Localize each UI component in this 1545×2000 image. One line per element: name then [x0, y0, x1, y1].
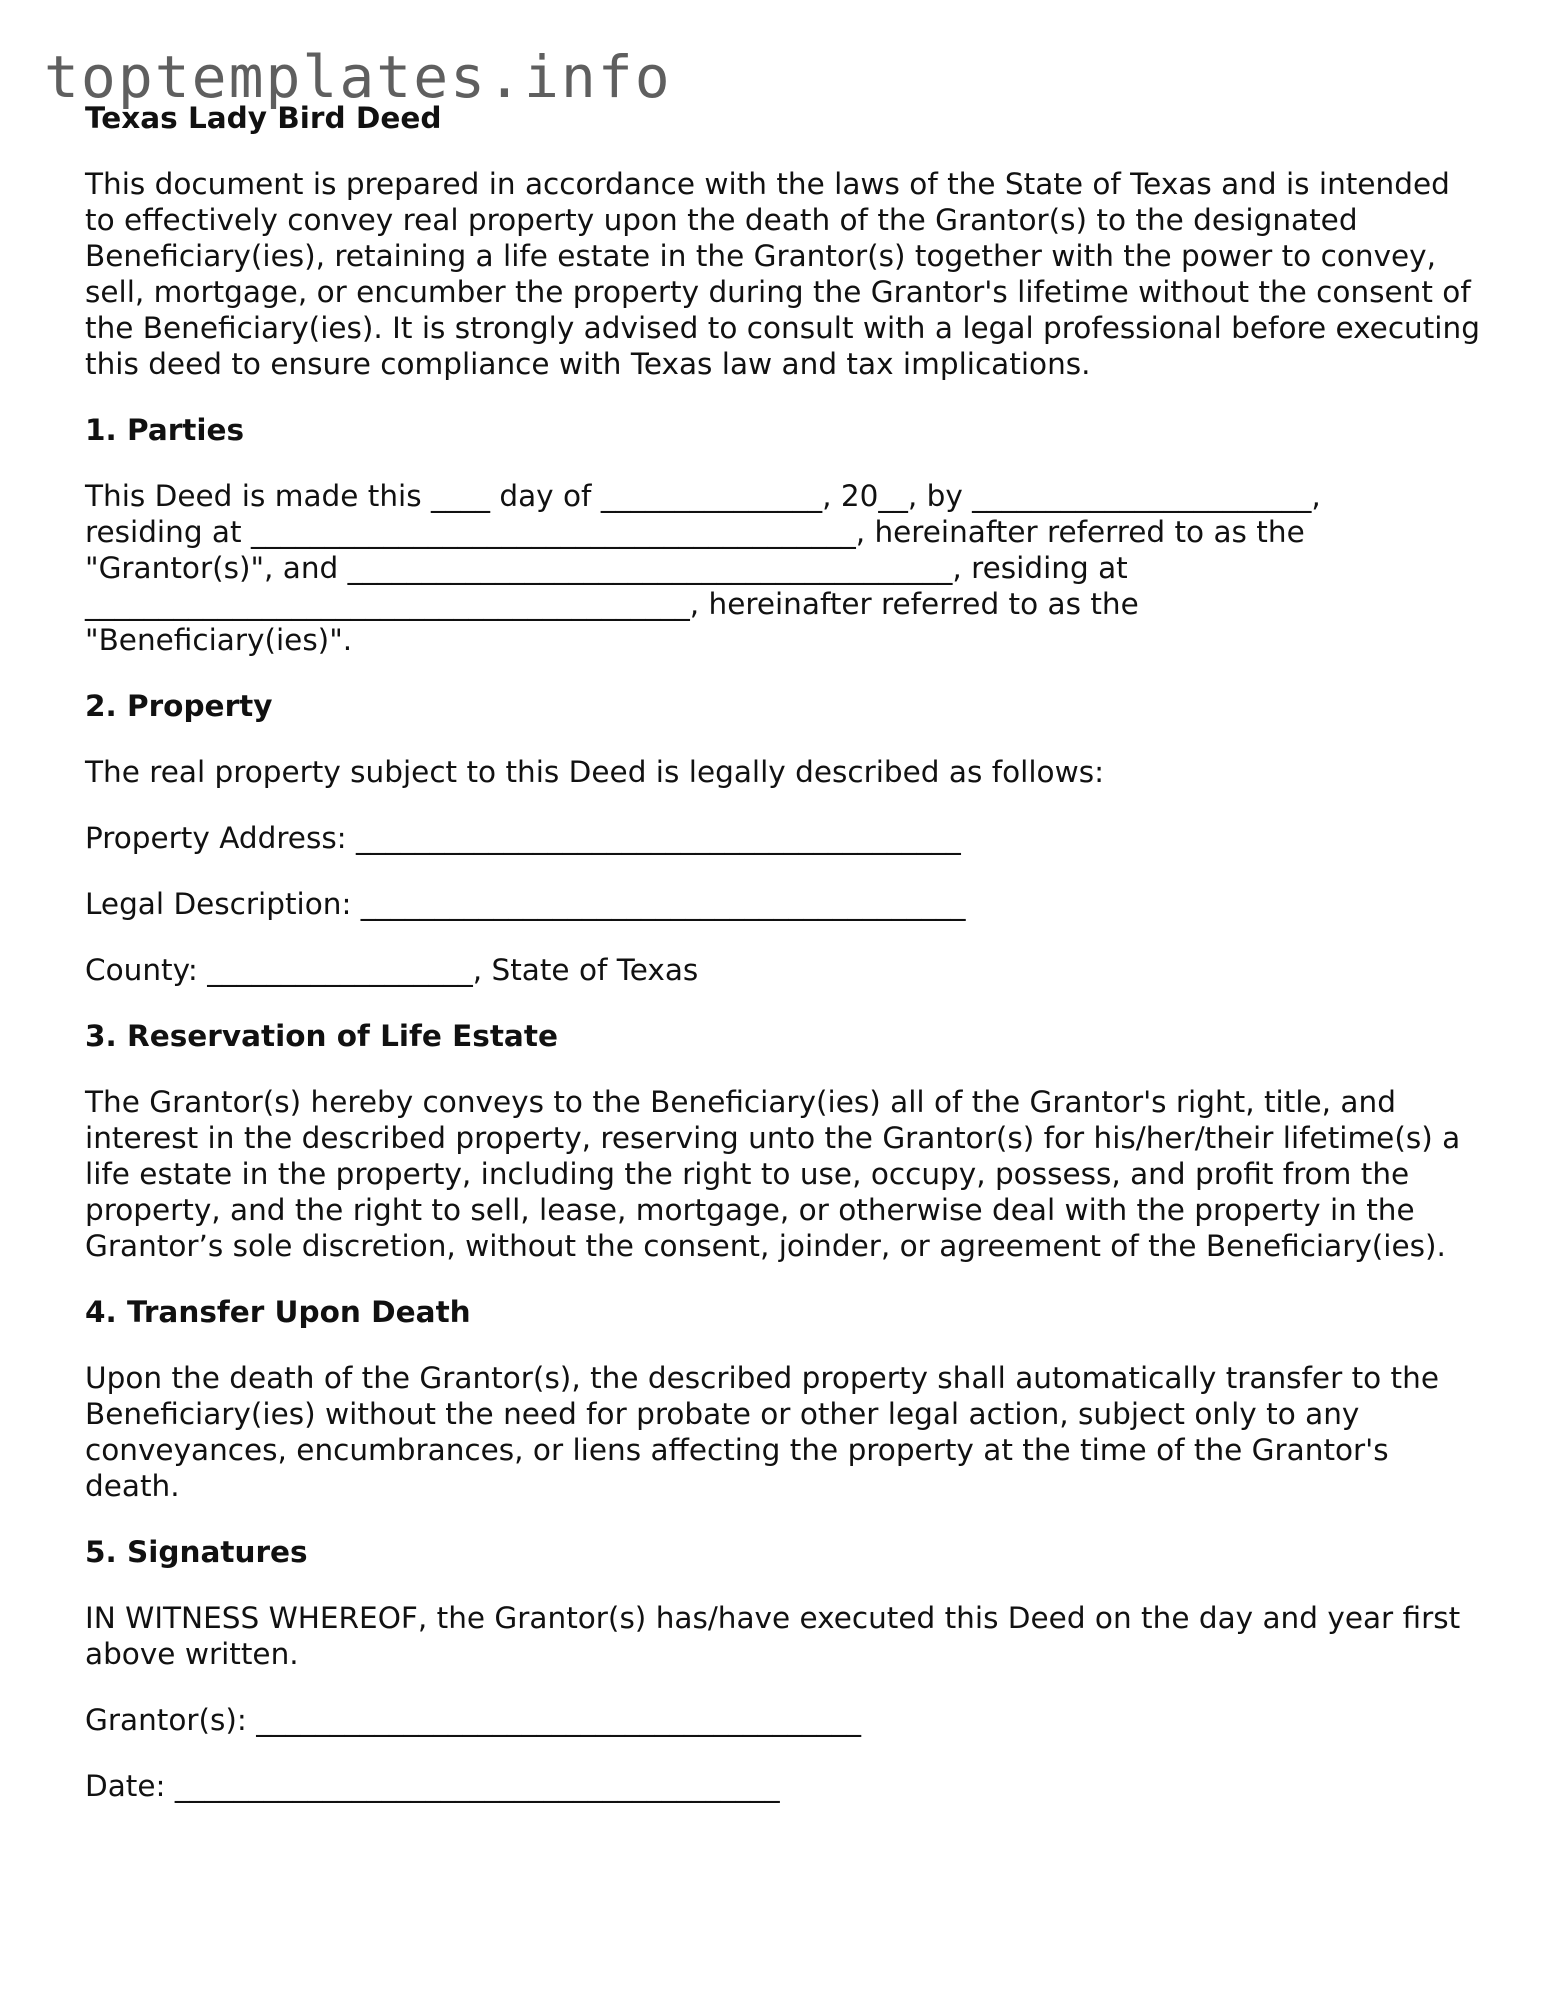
section-heading-parties: 1. Parties — [85, 413, 245, 447]
parties-line-1: This Deed is made this ____ day of _______________, 20__, by _______________________, — [85, 479, 1321, 513]
property-address-field[interactable]: Property Address: _________________________________________ — [85, 821, 961, 855]
parties-line-3: "Grantor(s)", and _________________________________________, residing at — [85, 551, 1128, 585]
transfer-paragraph: Upon the death of the Grantor(s), the described property shall automatically transfer to the Beneficiary(ies) without the need for probate or other legal action, subject only to any conveyances, encumbrances, or liens affecting the property at the time of the Grantor's death. — [85, 1361, 1439, 1503]
signatures-paragraph: IN WITNESS WHEREOF, the Grantor(s) has/have executed this Deed on the day and year first above written. — [85, 1601, 1461, 1671]
document-page — [85, 100, 1485, 1834]
section-heading-transfer: 4. Transfer Upon Death — [85, 1295, 471, 1329]
section-heading-life-estate: 3. Reservation of Life Estate — [85, 1019, 558, 1053]
watermark: toptemplates.info — [44, 43, 672, 111]
life-estate-paragraph: The Grantor(s) hereby conveys to the Beneficiary(ies) all of the Grantor's right, title, and interest in the described property, reserving unto the Grantor(s) for his/her/their lifetime(s) a life estate in the property, including the right to use, occupy, possess, and profit from the property, and the right to sell, lease, mortgage, or otherwise deal with the property in the Grantor’s sole discretion, without the consent, joinder, or agreement of the Beneficiary(ies). — [85, 1085, 1461, 1263]
parties-line-2: residing at _________________________________________, hereinafter referred to as the — [85, 515, 1305, 549]
section-heading-signatures: 5. Signatures — [85, 1535, 308, 1569]
date-field[interactable]: Date: _________________________________________ — [85, 1769, 780, 1803]
document-title: Texas Lady Bird Deed — [85, 101, 442, 135]
parties-line-4: _________________________________________, hereinafter referred to as the — [85, 587, 1139, 621]
county-field[interactable]: County: __________________, State of Texas — [85, 953, 699, 987]
section-heading-property: 2. Property — [85, 689, 273, 723]
grantor-signature-field[interactable]: Grantor(s): _________________________________________ — [85, 1703, 861, 1737]
intro-paragraph: This document is prepared in accordance with the laws of the State of Texas and is intended to effectively convey real property upon the death of the Grantor(s) to the designated Beneficiary(ies), retaining a life estate in the Grantor(s) together with the power to convey, sell, mortgage, or encumber the property during the Grantor's lifetime without the consent of the Beneficiary(ies). It is strongly advised to consult with a legal professional before executing this deed to ensure compliance with Texas law and tax implications. — [85, 167, 1480, 381]
legal-description-field[interactable]: Legal Description: _________________________________________ — [85, 887, 966, 921]
property-intro: The real property subject to this Deed is legally described as follows: — [85, 755, 1105, 789]
parties-line-5: "Beneficiary(ies)". — [85, 623, 353, 657]
parties-paragraph — [85, 478, 1485, 658]
